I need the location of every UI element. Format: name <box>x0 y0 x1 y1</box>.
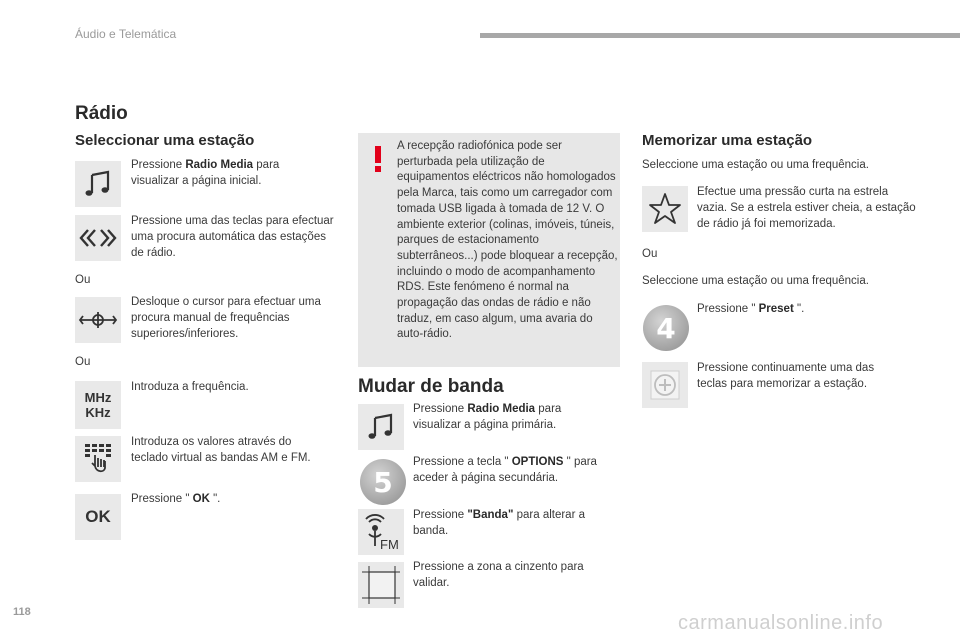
step-press-star: Efectue uma pressão curta na estrela vazia. Se a estrela estiver cheia, a estação de rádio já foi memorizada. <box>697 186 916 230</box>
step-press-preset: Pressione " Preset ". <box>697 303 805 315</box>
frequency-slider[interactable] <box>75 297 121 343</box>
keypad-hand-icon <box>82 442 114 476</box>
page-number: 118 <box>13 606 31 618</box>
virtual-keyboard-button[interactable] <box>75 436 121 482</box>
step-validate: Pressione a zona a cinzento para validar. <box>413 561 584 589</box>
grey-zone-button[interactable] <box>358 562 404 608</box>
radio-media-button[interactable] <box>358 404 404 450</box>
chapter-title: Áudio e Telemática <box>75 27 177 41</box>
subsection-title-memorize-station: Memorizar uma estação <box>642 132 813 149</box>
or-label: Ou <box>75 274 91 286</box>
step-enter-frequency: Introduza a frequência. <box>131 381 249 393</box>
slider-cursor-icon <box>78 310 118 330</box>
music-note-icon <box>83 169 113 199</box>
step-number-5: 5 <box>360 459 406 505</box>
step-virtual-keyboard: Introduza os valores através do teclado virtual as bandas AM e FM. <box>131 436 311 464</box>
grid-zone-icon <box>361 565 401 605</box>
seek-buttons[interactable] <box>75 215 121 261</box>
subsection-title-select-station: Seleccionar uma estação <box>75 132 255 149</box>
warning-exclamation-icon <box>373 146 383 172</box>
step-number-4: 4 <box>643 305 689 351</box>
double-chevron-icon <box>78 227 118 249</box>
watermark: carmanualsonline.info <box>678 612 884 634</box>
section-title-change-band: Mudar de banda <box>358 376 504 397</box>
favorite-star-button[interactable] <box>642 186 688 232</box>
step-options: Pressione a tecla " OPTIONS " para aceder à página secundária. <box>413 456 597 484</box>
add-circle-icon <box>648 368 682 402</box>
fm-antenna-icon <box>361 512 401 552</box>
intro-select-station: Seleccione uma estação ou uma frequência. <box>642 275 869 287</box>
star-outline-icon <box>648 192 682 226</box>
preset-slot-button[interactable] <box>642 362 688 408</box>
section-title-radio: Rádio <box>75 103 128 124</box>
ok-label: OK <box>85 507 111 526</box>
step-manual-seek: Desloque o cursor para efectuar uma procura manual de frequências superiores/inferiores. <box>131 296 321 340</box>
step-band: Pressione "Banda" para alterar a banda. <box>413 509 586 537</box>
step-radio-media: Pressione Radio Media para visualizar a página inicial. <box>131 159 280 187</box>
or-label: Ou <box>75 356 91 368</box>
fm-label: FM <box>380 537 399 552</box>
khz-label: KHz <box>85 405 111 420</box>
warning-text: A recepção radiofónica pode ser perturbada pela utilização de equipamentos eléctricos não homologados pela Marca, tais como um carregador com tomada USB ligada à tomada de 12 V. O ambiente exterior (colinas, imóveis, túneis, parques de estacionamento subterrâneos...) pode bloquear a recepção, incluindo o modo de acompanhamento RDS. Este fenómeno é normal na propagação das ondas de rádio e não traduz, em caso algum, uma avaria do auto-rádio. <box>397 140 618 341</box>
band-button[interactable] <box>358 509 404 555</box>
step-auto-seek: Pressione uma das teclas para efectuar uma procura automática das estações de rádio. <box>131 215 334 259</box>
radio-media-button[interactable] <box>75 161 121 207</box>
intro-select-station: Seleccione uma estação ou uma frequência. <box>642 159 869 171</box>
frequency-entry-button[interactable] <box>75 381 121 429</box>
header-bar <box>480 33 960 38</box>
ok-button[interactable] <box>75 494 121 540</box>
step-radio-media: Pressione Radio Media para visualizar a página primária. <box>413 403 562 431</box>
mhz-label: MHz <box>84 390 112 405</box>
or-label: Ou <box>642 248 658 260</box>
step-press-ok: Pressione " OK ". <box>131 493 221 505</box>
music-note-icon <box>366 412 396 442</box>
step-hold-key: Pressione continuamente uma das teclas para memorizar a estação. <box>697 362 875 390</box>
